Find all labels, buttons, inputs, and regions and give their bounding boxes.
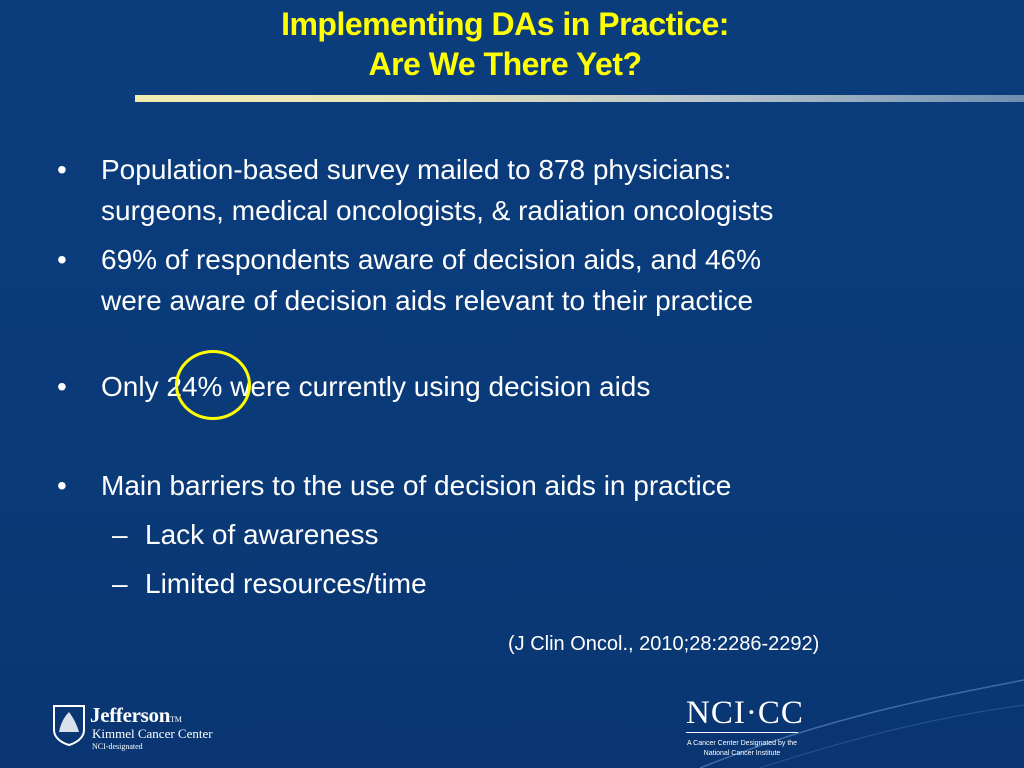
slide-title [0, 4, 1010, 84]
title-divider [135, 95, 1024, 102]
ncicc-mark: NCI·CC [686, 695, 804, 731]
trademark: TM [170, 715, 182, 724]
bullet-text-line: were aware of decision aids relevant to their practice [101, 285, 754, 316]
highlight-circle [175, 350, 251, 420]
ncicc-divider [686, 732, 798, 733]
subitem-lack-of-awareness [112, 514, 912, 555]
bullet-text-line: surgeons, medical oncologists, & radiation oncologists [101, 195, 774, 226]
jefferson-shield-icon [52, 704, 86, 746]
bullet-marker: • [57, 371, 67, 402]
jefferson-tagline: NCI-designated [92, 742, 143, 751]
subitem-marker: – [112, 519, 128, 550]
bullet-text-line: Population-based survey mailed to 878 physicians: [101, 154, 732, 185]
ncicc-logo [680, 696, 804, 762]
jefferson-name: Jefferson [90, 703, 171, 727]
citation: (J Clin Oncol., 2010;28:2286-2292) [508, 633, 820, 655]
ncicc-caption-line-1: A Cancer Center Designated by the [686, 740, 798, 747]
subitem-limited-resources [112, 563, 912, 604]
title-line-1: Implementing DAs in Practice: [281, 6, 729, 42]
title-line-2: Are We There Yet? [368, 46, 642, 82]
bullet-marker: • [57, 154, 67, 185]
bullet-item-awareness [57, 239, 957, 323]
bullet-item-survey [57, 149, 957, 233]
jefferson-subtitle: Kimmel Cancer Center [92, 726, 213, 741]
subitem-text: Lack of awareness [145, 519, 379, 550]
bullet-marker: • [57, 244, 67, 275]
jefferson-logo [52, 702, 252, 760]
bullet-text-line: Only 24% were currently using decision aids [101, 371, 651, 402]
bullet-text-line: 69% of respondents aware of decision aids, and 46% [101, 244, 761, 275]
bullet-text-line: Main barriers to the use of decision aids in practice [101, 470, 732, 501]
ncicc-caption-line-2: National Cancer Institute [703, 750, 781, 757]
bullet-marker: • [57, 470, 67, 501]
bullet-item-barriers [57, 465, 957, 506]
subitem-marker: – [112, 568, 128, 599]
subitem-text: Limited resources/time [145, 568, 427, 599]
